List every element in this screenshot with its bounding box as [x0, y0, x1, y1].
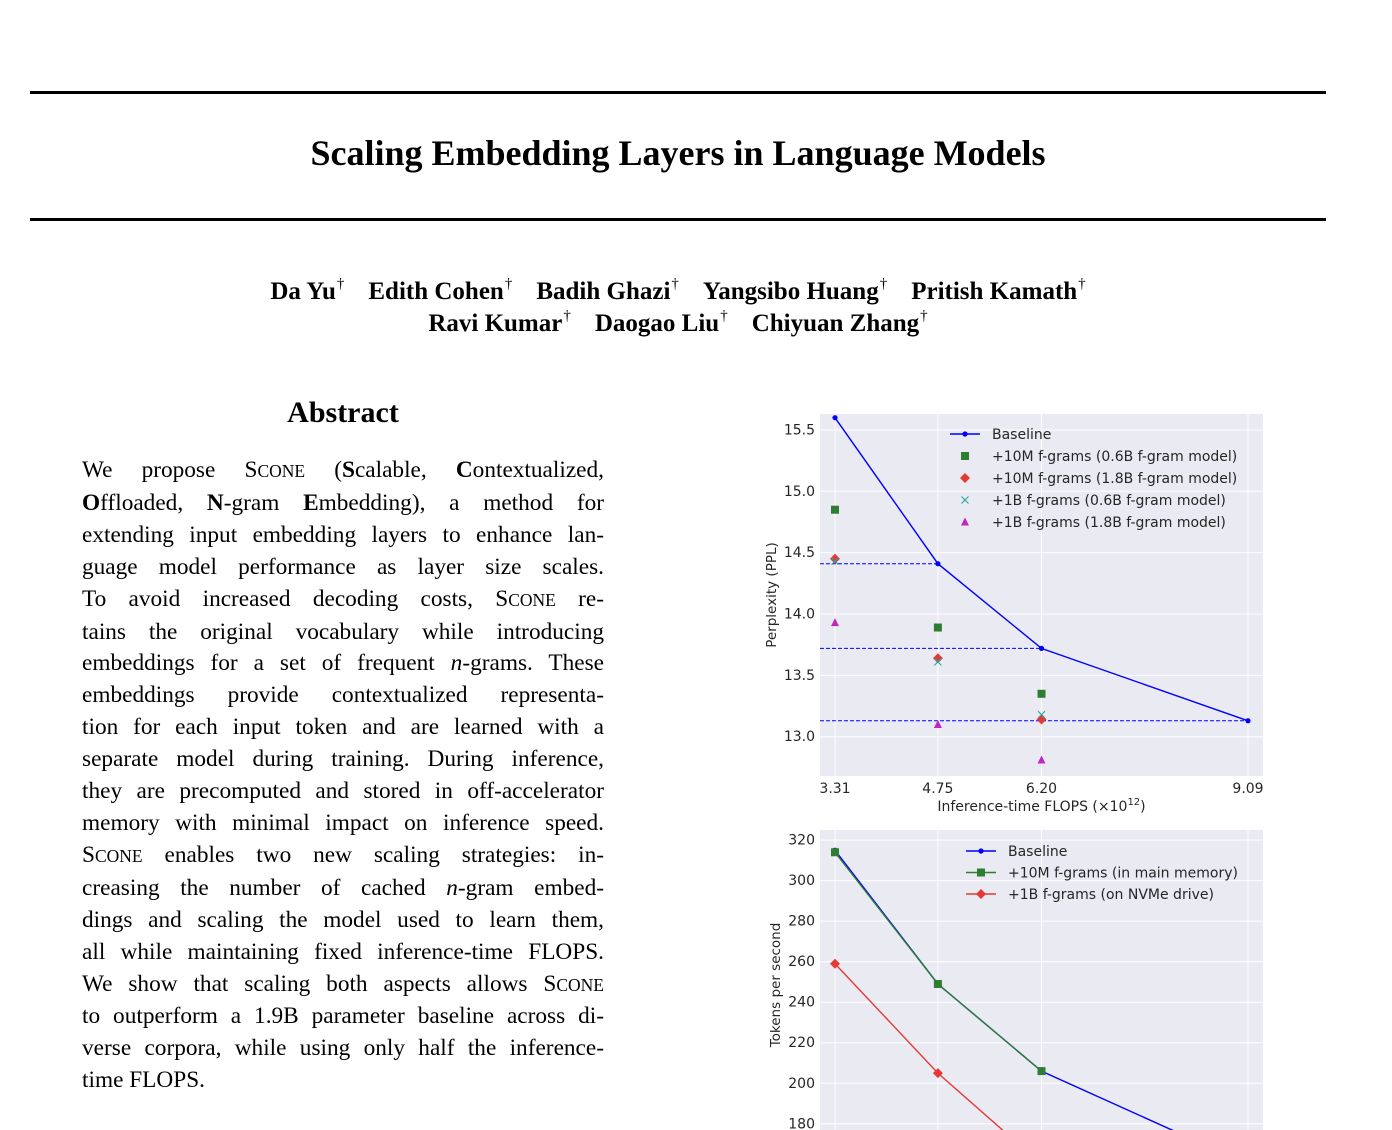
method-name-smallcaps: SCONE — [244, 457, 306, 483]
legend-label: +1B f-grams (0.6B f-gram model) — [992, 493, 1226, 509]
abstract-line: separate model during training. During inference, — [82, 746, 604, 773]
abstract-line: We propose SCONE (Scalable, Contextualized, — [82, 457, 604, 483]
author-name: Ravi Kumar† — [428, 308, 571, 337]
y-tick-label: 260 — [788, 954, 815, 971]
abstract-heading: Abstract — [287, 396, 399, 429]
y-tick-label: 320 — [788, 832, 815, 849]
legend-item — [961, 449, 1237, 465]
author-name: Da Yu† — [270, 276, 345, 305]
throughput-chart — [740, 820, 1280, 1130]
data-point — [1038, 1067, 1046, 1075]
method-name-smallcaps: SCONE — [82, 841, 143, 868]
y-tick-label: 13.0 — [783, 729, 815, 746]
abstract-line: creasing the number of cached n-gram embed- — [82, 874, 604, 901]
legend-item — [960, 471, 1237, 487]
method-name-smallcaps: SCONE — [543, 970, 604, 997]
y-tick-label: 240 — [788, 994, 815, 1011]
y-tick-label: 14.5 — [783, 545, 815, 562]
abstract-line: SCONE enables two new scaling strategies: in- — [82, 841, 604, 868]
perplexity-chart — [740, 400, 1280, 820]
y-tick-label: 220 — [788, 1035, 815, 1052]
legend-item — [962, 493, 1226, 509]
affiliation-mark: † — [920, 308, 928, 324]
abstract-body — [82, 455, 604, 1097]
legend-label: +1B f-grams (1.8B f-gram model) — [992, 515, 1226, 531]
abstract-line: verse corpora, while using only half the inference- — [82, 1035, 604, 1062]
author-list-row-1 — [0, 278, 1356, 306]
data-point — [831, 848, 839, 856]
y-axis-label: Perplexity (PPL) — [764, 542, 780, 648]
legend-label: Baseline — [992, 427, 1052, 443]
author-name: Edith Cohen† — [368, 276, 513, 305]
abstract-line: guage model performance as layer size scales. — [82, 553, 604, 580]
data-point — [1039, 646, 1044, 651]
x-tick-label: 9.09 — [1232, 781, 1264, 797]
abstract-line: extending input embedding layers to enhance lan- — [82, 521, 604, 548]
abstract-line: all while maintaining fixed inference-time FLOPS. — [82, 938, 604, 965]
data-point — [978, 848, 983, 853]
y-tick-label: 15.5 — [783, 422, 815, 439]
abstract-line: tion for each input token and are learned with a — [82, 714, 604, 741]
legend-label: Baseline — [1008, 844, 1068, 860]
author-name: Chiyuan Zhang† — [751, 308, 928, 337]
top-rule — [30, 91, 1326, 94]
affiliation-mark: † — [720, 308, 728, 324]
abstract-line: dings and scaling the model used to learn them, — [82, 906, 604, 933]
x-tick-label: 6.20 — [1025, 781, 1058, 797]
abstract-line: embeddings provide contextualized representa- — [82, 682, 604, 709]
y-tick-label: 200 — [788, 1075, 815, 1092]
data-point — [977, 869, 985, 877]
affiliation-mark: † — [504, 276, 513, 292]
affiliation-mark: † — [671, 276, 679, 292]
author-name: Pritish Kamath† — [911, 276, 1086, 305]
data-point — [961, 452, 969, 460]
x-axis-label: Inference-time FLOPS $(\times 10^{12})$ — [937, 797, 1146, 815]
abstract-line: they are precomputed and stored in off-accelerator — [82, 778, 604, 805]
abstract-line: To avoid increased decoding costs, SCONE re- — [82, 585, 604, 612]
abstract-line: to outperform a 1.9B parameter baseline across di- — [82, 1003, 604, 1030]
data-point — [934, 980, 942, 988]
x-tick-label: 4.75 — [922, 781, 954, 797]
affiliation-mark: † — [1078, 276, 1086, 292]
legend-item — [961, 515, 1226, 531]
y-tick-label: 14.0 — [783, 606, 815, 623]
data-point — [1038, 690, 1046, 698]
data-point — [935, 561, 940, 566]
author-name: Daogao Liu† — [594, 308, 728, 337]
legend-label: +10M f-grams (in main memory) — [1008, 865, 1238, 882]
x-tick-label: 3.31 — [819, 781, 851, 797]
data-point — [1245, 718, 1250, 723]
data-point — [962, 431, 967, 436]
y-tick-label: 300 — [788, 873, 815, 890]
y-axis-label: Tokens per second — [768, 922, 784, 1048]
author-name: Badih Ghazi† — [536, 276, 679, 305]
legend-label: +10M f-grams (0.6B f-gram model) — [992, 449, 1238, 465]
abstract-line: time FLOPS. — [82, 1067, 205, 1094]
affiliation-mark: † — [879, 276, 888, 292]
abstract-line: embeddings for a set of frequent n-grams. These — [82, 650, 604, 677]
abstract-line: memory with minimal impact on inference speed. — [82, 809, 604, 836]
abstract-line: tains the original vocabulary while introducing — [82, 618, 604, 645]
abstract-line: We show that scaling both aspects allows SCONE — [82, 970, 604, 997]
affiliation-mark: † — [563, 308, 571, 324]
y-tick-label: 280 — [788, 913, 815, 930]
legend-label: +10M f-grams (1.8B f-gram model) — [992, 471, 1238, 487]
affiliation-mark: † — [336, 276, 345, 292]
method-name-smallcaps: SCONE — [495, 585, 556, 612]
author-list-row-2 — [0, 310, 1356, 338]
y-tick-label: 15.0 — [783, 483, 815, 500]
y-tick-label: 180 — [788, 1116, 815, 1130]
paper-title: Scaling Embedding Layers in Language Models — [310, 133, 1046, 173]
data-point — [831, 506, 839, 514]
author-name: Yangsibo Huang† — [702, 276, 888, 305]
data-point — [832, 415, 837, 420]
y-tick-label: 13.5 — [783, 667, 815, 684]
abstract-line: Offloaded, N-gram Embedding), a method for — [82, 489, 605, 516]
title-bottom-rule — [30, 218, 1326, 221]
legend-label: +1B f-grams (on NVMe drive) — [1008, 887, 1214, 903]
data-point — [934, 624, 942, 632]
